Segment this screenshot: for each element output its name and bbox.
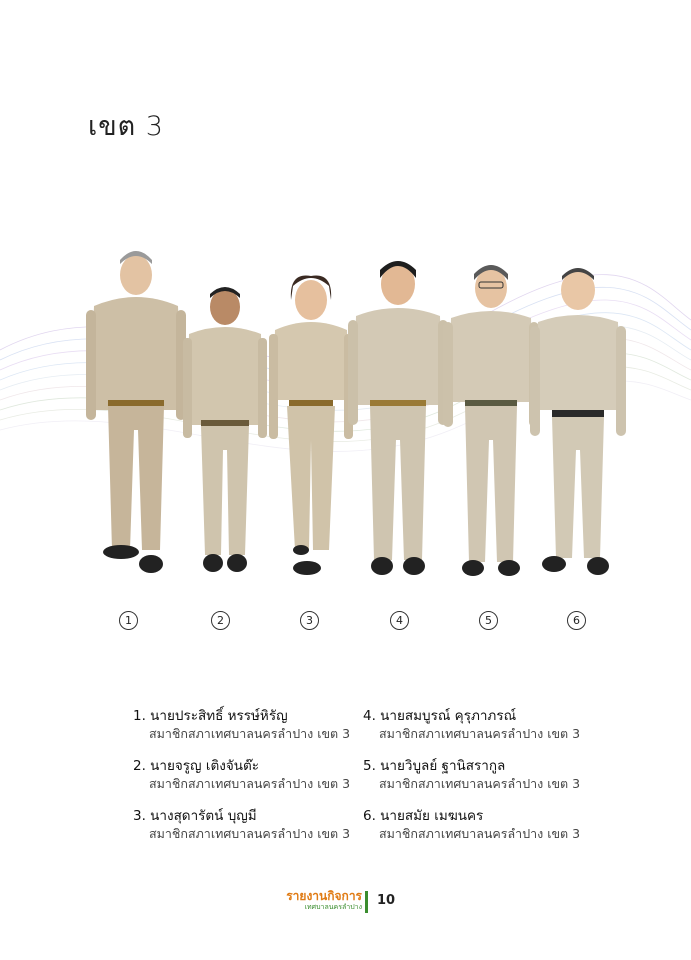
member-entry-6 [363,808,603,842]
footer-divider [365,891,368,913]
person-figure-5 [443,265,539,576]
page-heading: เขต 3 [88,111,164,142]
person-figure-4 [348,261,448,575]
member-name: 6. นายสมัย เมฆนคร [363,808,484,824]
member-role: สมาชิกสภาเทศบาลนครลำปาง เขต 3 [379,776,581,791]
member-name: 4. นายสมบูรณ์ คุรุภาภรณ์ [363,708,517,724]
person-marker-5: 5 [479,611,498,630]
footer-subtitle: เทศบาลนครลำปาง [304,903,362,911]
member-role: สมาชิกสภาเทศบาลนครลำปาง เขต 3 [149,826,351,841]
member-entry-1 [133,708,373,742]
member-name: 2. นายจรูญ เติงจันต๊ะ [133,758,259,774]
person-marker-6: 6 [567,611,586,630]
footer-title-block [278,889,362,912]
member-name: 1. นายประสิทธิ์ หรรษ์หิรัญ [133,708,288,724]
person-marker-3: 3 [300,611,319,630]
person-figure-1 [86,251,186,573]
member-entry-3 [133,808,373,842]
person-marker-2: 2 [211,611,230,630]
member-entry-5 [363,758,603,792]
member-name: 5. นายวิบูลย์ ฐานิสรากูล [363,758,506,774]
page-number: 10 [377,893,396,908]
member-entry-4 [363,708,603,742]
person-figure-6 [530,268,626,575]
member-role: สมาชิกสภาเทศบาลนครลำปาง เขต 3 [149,776,351,791]
group-photo [0,250,691,590]
member-role: สมาชิกสภาเทศบาลนครลำปาง เขต 3 [149,726,351,741]
person-marker-1: 1 [119,611,138,630]
member-entry-2 [133,758,373,792]
footer-title: รายงานกิจการ [286,889,362,903]
person-figure-3 [269,276,353,576]
member-role: สมาชิกสภาเทศบาลนครลำปาง เขต 3 [379,726,581,741]
person-figure-2 [183,287,267,572]
member-name: 3. นางสุดารัตน์ บุญมี [133,808,257,824]
person-marker-4: 4 [390,611,409,630]
member-role: สมาชิกสภาเทศบาลนครลำปาง เขต 3 [379,826,581,841]
